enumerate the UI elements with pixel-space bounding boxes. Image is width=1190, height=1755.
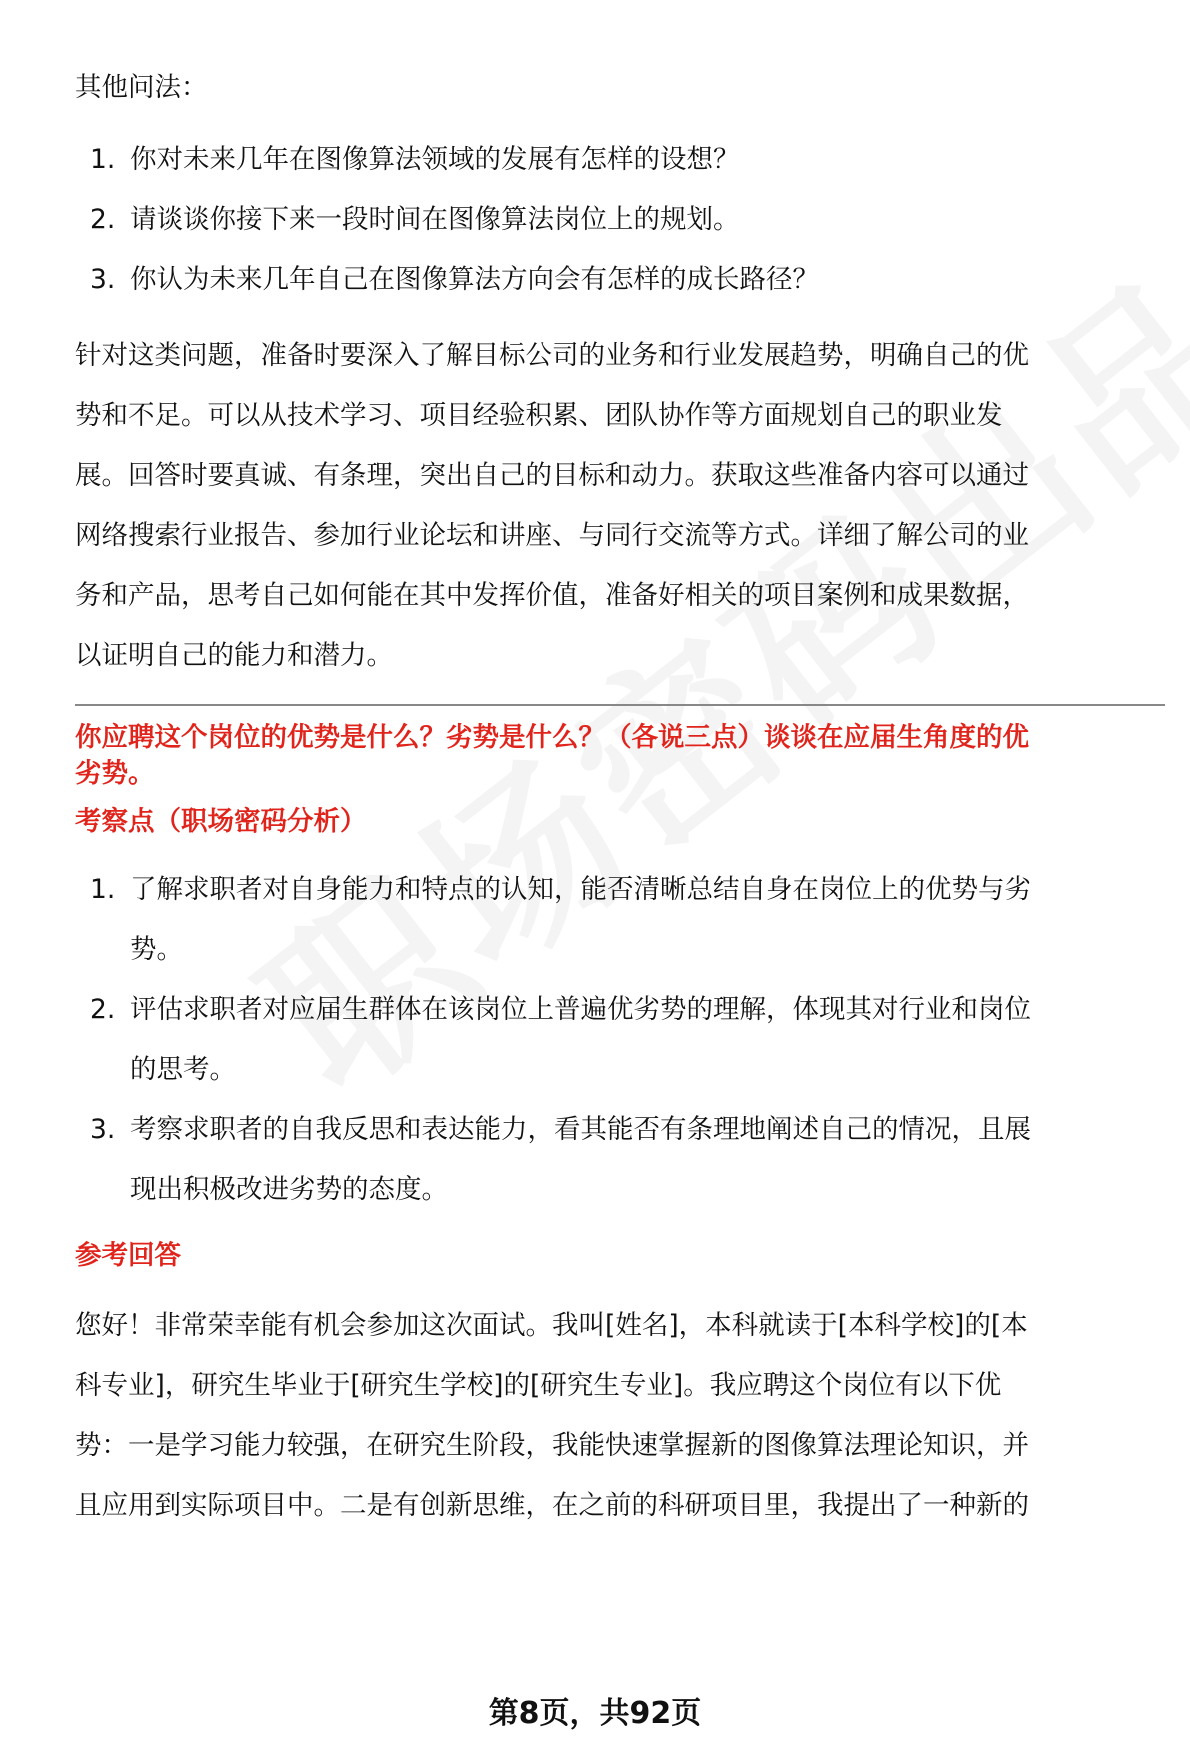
text-line: 势：一是学习能力较强，在研究生阶段，我能快速掌握新的图像算法理论知识，并 bbox=[75, 1430, 1029, 1461]
text-line: 势和不足。可以从技术学习、项目经验积累、团队协作等方面规划自己的职业发 bbox=[75, 400, 1003, 431]
alt-questions-label: 其他问法： bbox=[75, 72, 208, 103]
page-number: 第8页，共92页 bbox=[488, 1696, 702, 1731]
section-divider bbox=[75, 704, 1165, 706]
text-line: 展。回答时要真诚、有条理，突出自己的目标和动力。获取这些准备内容可以通过 bbox=[75, 460, 1029, 491]
page-content bbox=[75, 58, 1165, 1536]
text-line: 科专业]，研究生毕业于[研究生学校]的[研究生专业]。我应聘这个岗位有以下优 bbox=[75, 1370, 1002, 1401]
list-item: 1. 了解求职者对自身能力和特点的认知，能否清晰总结自身在岗位上的优势与劣 势。 bbox=[90, 874, 1031, 965]
exam-points-heading: 考察点（职场密码分析） bbox=[75, 806, 367, 837]
text-line: 以证明自己的能力和潜力。 bbox=[75, 640, 393, 671]
text-line: 您好！非常荣幸能有机会参加这次面试。我叫[姓名]，本科就读于[本科学校]的[本 bbox=[75, 1310, 1028, 1341]
text-line: 务和产品，思考自己如何能在其中发挥价值，准备好相关的项目案例和成果数据， bbox=[75, 580, 1029, 611]
question-title: 你应聘这个岗位的优势是什么？劣势是什么？（各说三点）谈谈在应届生角度的优 劣势。 bbox=[75, 722, 1029, 789]
answer-heading: 参考回答 bbox=[75, 1240, 181, 1271]
list-item: 3. 你认为未来几年自己在图像算法方向会有怎样的成长路径？ bbox=[90, 264, 819, 295]
list-item: 1. 你对未来几年在图像算法领域的发展有怎样的设想？ bbox=[90, 144, 740, 175]
exam-points-list bbox=[75, 860, 1165, 1220]
answer-paragraph bbox=[75, 1296, 1165, 1536]
alt-questions-list bbox=[75, 130, 1165, 310]
list-item: 3. 考察求职者的自我反思和表达能力，看其能否有条理地阐述自己的情况，且展 现出积极改进劣势的态度。 bbox=[90, 1114, 1031, 1205]
list-item: 2. 请谈谈你接下来一段时间在图像算法岗位上的规划。 bbox=[90, 204, 740, 235]
text-line: 网络搜索行业报告、参加行业论坛和讲座、与同行交流等方式。详细了解公司的业 bbox=[75, 520, 1029, 551]
text-line: 且应用到实际项目中。二是有创新思维，在之前的科研项目里，我提出了一种新的 bbox=[75, 1490, 1029, 1521]
advice-paragraph bbox=[75, 326, 1165, 686]
list-item: 2. 评估求职者对应届生群体在该岗位上普遍优劣势的理解，体现其对行业和岗位 的思考。 bbox=[90, 994, 1031, 1085]
text-line: 针对这类问题，准备时要深入了解目标公司的业务和行业发展趋势，明确自己的优 bbox=[75, 340, 1029, 371]
